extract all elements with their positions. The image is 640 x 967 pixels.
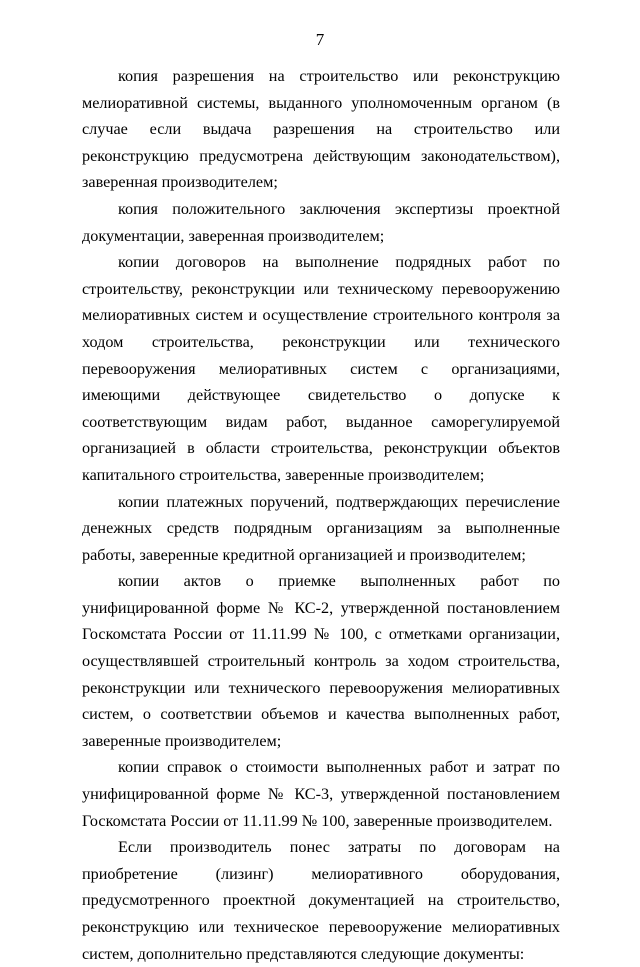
- paragraph-contracts: копии договоров на выполнение подрядных работ по строительству, реконструкции или техническому перевооружению мелиоративных систем и осуществление строительного контроля за ходом строительства, реконструкции или технического перевооружения мелиоративных систем с организациями, имеющими действующее свидетельство о допуске к соответствующим видам работ, выданное саморегулируемой организацией в области строительства, реконструкции объектов капитального строительства, заверенные производителем;: [82, 253, 560, 484]
- paragraph-building-permit: копия разрешения на строительство или реконструкцию мелиоративной системы, выданного уполномоченным органом (в случае если выдача разрешения на строительство или реконструкцию предусмотрена действующим законодательством), заверенная производителем;: [82, 67, 560, 192]
- page-number: 7: [315, 30, 325, 49]
- paragraph-cost-statements: копии справок о стоимости выполненных работ и затрат по унифицированной форме № КС-3, утвержденной постановлением Госкомстата России от 11.11.99 № 100, заверенные производителем.: [82, 758, 560, 830]
- paragraph-equipment-leasing: Если производитель понес затраты по договорам на приобретение (лизинг) мелиоративного оборудования, предусмотренного проектной документацией на строительство, реконструкцию или техническое перевооружение мелиоративных систем, дополнительно представляются следующие документы:: [82, 838, 560, 963]
- paragraph-acceptance-acts: копии актов о приемке выполненных работ по унифицированной форме № КС-2, утвержденной постановлением Госкомстата России от 11.11.99 № 100, с отметками организации, осуществлявшей строительный контроль за ходом строительства, реконструкции или технического перевооружения мелиоративных систем, о соответствии объемов и качества выполненных работ, заверенные производителем;: [82, 572, 560, 750]
- paragraph-payment-orders: копии платежных поручений, подтверждающих перечисление денежных средств подрядным организациям за выполненные работы, заверенные кредитной организацией и производителем;: [82, 492, 560, 564]
- document-body: [82, 63, 560, 967]
- paragraph-expert-conclusion: копия положительного заключения экспертизы проектной документации, заверенная производителем;: [82, 199, 560, 245]
